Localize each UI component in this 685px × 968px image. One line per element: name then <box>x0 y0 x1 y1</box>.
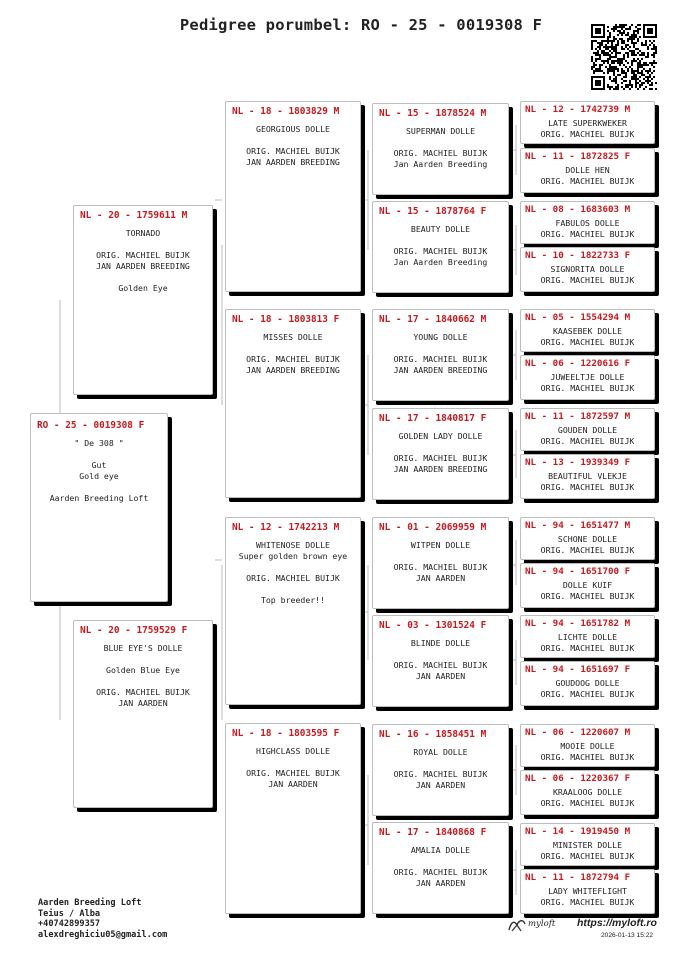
pigeon-details: DOLLE KUIF ORIG. MACHIEL BUIJK <box>540 580 635 601</box>
pigeon-details: FABULOS DOLLE ORIG. MACHIEL BUIJK <box>540 218 635 239</box>
pigeon-card-mother[interactable] <box>73 620 213 808</box>
ring-number: NL - 18 - 1803595 F <box>232 728 340 739</box>
pigeon-details: LATE SUPERKWEKER ORIG. MACHIEL BUIJK <box>540 118 635 139</box>
ring-number: NL - 10 - 1822733 F <box>525 250 631 261</box>
pigeon-details: GOUDEN DOLLE ORIG. MACHIEL BUIJK <box>540 425 635 446</box>
pigeon-card-gen5[interactable] <box>520 355 655 400</box>
pigeon-card-gen5[interactable] <box>520 724 655 767</box>
pigeon-details: YOUNG DOLLE ORIG. MACHIEL BUIJK JAN AARDEN BREEDING <box>393 332 488 375</box>
ring-number: NL - 15 - 1878524 M <box>379 108 487 119</box>
pigeon-card-gen4[interactable] <box>372 822 509 914</box>
loft-location: Teius / Alba <box>38 908 101 919</box>
pigeon-details: GEORGIOUS DOLLE ORIG. MACHIEL BUIJK JAN AARDEN BREEDING <box>246 124 340 167</box>
pigeon-card-gen5[interactable] <box>520 101 655 144</box>
pigeon-card-gen4[interactable] <box>372 517 509 609</box>
pigeon-card-gen5[interactable] <box>520 615 655 658</box>
pigeon-details: LICHTE DOLLE ORIG. MACHIEL BUIJK <box>540 632 635 653</box>
pigeon-card-gen4[interactable] <box>372 724 509 816</box>
pigeon-card-gen4[interactable] <box>372 615 509 707</box>
ring-number: NL - 01 - 2069959 M <box>379 522 487 533</box>
website-link[interactable]: https://myloft.ro <box>577 917 657 929</box>
ring-number: NL - 15 - 1878764 F <box>379 206 487 217</box>
qr-code-icon <box>591 24 657 90</box>
ring-number: NL - 17 - 1840662 M <box>379 314 487 325</box>
ring-number: NL - 18 - 1803813 F <box>232 314 340 325</box>
pigeon-card-gen5[interactable] <box>520 454 655 499</box>
pigeon-details: BLINDE DOLLE ORIG. MACHIEL BUIJK JAN AARDEN <box>393 638 488 681</box>
ring-number: NL - 13 - 1939349 F <box>525 457 631 468</box>
pigeon-card-gen5[interactable] <box>520 408 655 451</box>
pigeon-details: AMALIA DOLLE ORIG. MACHIEL BUIJK JAN AARDEN <box>393 845 488 888</box>
pigeon-details: " De 308 " Gut Gold eye Aarden Breeding Loft <box>49 438 149 503</box>
pigeon-card-gen5[interactable] <box>520 247 655 292</box>
ring-number: NL - 03 - 1301524 F <box>379 620 487 631</box>
logo-text: myloft <box>528 919 556 929</box>
ring-number: NL - 94 - 1651697 F <box>525 664 631 675</box>
ring-number: NL - 06 - 1220616 F <box>525 358 631 369</box>
pigeon-details: ROYAL DOLLE ORIG. MACHIEL BUIJK JAN AARDEN <box>393 747 488 790</box>
pigeon-card-gen4[interactable] <box>372 103 509 195</box>
pigeon-card-gen5[interactable] <box>520 148 655 193</box>
pigeon-details: HIGHCLASS DOLLE ORIG. MACHIEL BUIJK JAN AARDEN <box>246 746 340 789</box>
pigeon-details: DOLLE HEN ORIG. MACHIEL BUIJK <box>540 165 635 186</box>
ring-number: NL - 11 - 1872825 F <box>525 151 631 162</box>
pigeon-card-gen5[interactable] <box>520 770 655 815</box>
ring-number: NL - 14 - 1919450 M <box>525 826 631 837</box>
pigeon-card-gen3[interactable] <box>225 309 361 498</box>
pigeon-card-gen4[interactable] <box>372 309 509 401</box>
pigeon-details: MINISTER DOLLE ORIG. MACHIEL BUIJK <box>540 840 635 861</box>
pigeon-card-self[interactable] <box>30 413 168 602</box>
loft-contact <box>38 898 167 940</box>
ring-number: NL - 16 - 1858451 M <box>379 729 487 740</box>
pigeon-card-gen3[interactable] <box>225 101 361 292</box>
ring-number: NL - 94 - 1651782 M <box>525 618 631 629</box>
pigeon-card-gen5[interactable] <box>520 563 655 608</box>
pigeon-card-gen5[interactable] <box>520 869 655 914</box>
pigeon-details: BEAUTY DOLLE ORIG. MACHIEL BUIJK Jan Aarden Breeding <box>393 224 488 267</box>
pigeon-details: GOLDEN LADY DOLLE ORIG. MACHIEL BUIJK JAN AARDEN BREEDING <box>393 431 488 474</box>
pigeon-details: SCHONE DOLLE ORIG. MACHIEL BUIJK <box>540 534 635 555</box>
pigeon-card-gen3[interactable] <box>225 723 361 914</box>
pigeon-details: LADY WHITEFLIGHT ORIG. MACHIEL BUIJK <box>540 886 635 907</box>
pigeon-details: BLUE EYE'S DOLLE Golden Blue Eye ORIG. MACHIEL BUIJK JAN AARDEN <box>96 643 190 708</box>
ring-number: NL - 94 - 1651700 F <box>525 566 631 577</box>
pigeon-card-gen5[interactable] <box>520 517 655 560</box>
pigeon-details: SUPERMAN DOLLE ORIG. MACHIEL BUIJK Jan Aarden Breeding <box>393 126 488 169</box>
pigeon-details: WITPEN DOLLE ORIG. MACHIEL BUIJK JAN AARDEN <box>393 540 488 583</box>
ring-number: NL - 12 - 1742213 M <box>232 522 340 533</box>
ring-number: NL - 11 - 1872597 M <box>525 411 631 422</box>
timestamp: 2026-01-13 15:22 <box>601 932 654 939</box>
pigeon-details: TORNADO ORIG. MACHIEL BUIJK JAN AARDEN BREEDING Golden Eye <box>96 228 190 293</box>
loft-name: Aarden Breeding Loft <box>38 898 142 908</box>
ring-number: NL - 20 - 1759611 M <box>80 210 188 221</box>
ring-number: NL - 94 - 1651477 M <box>525 520 631 531</box>
ring-number: NL - 05 - 1554294 M <box>525 312 631 323</box>
pigeon-card-gen5[interactable] <box>520 309 655 352</box>
ring-number: NL - 11 - 1872794 F <box>525 872 631 883</box>
ring-number: NL - 18 - 1803829 M <box>232 106 340 117</box>
pigeon-details: MISSES DOLLE ORIG. MACHIEL BUIJK JAN AARDEN BREEDING <box>246 332 340 375</box>
pigeon-card-gen5[interactable] <box>520 823 655 866</box>
pigeon-card-gen5[interactable] <box>520 661 655 706</box>
ring-number: NL - 20 - 1759529 F <box>80 625 188 636</box>
ring-number: NL - 06 - 1220367 F <box>525 773 631 784</box>
ring-number: RO - 25 - 0019308 F <box>37 420 145 431</box>
ring-number: NL - 17 - 1840817 F <box>379 413 487 424</box>
pigeon-card-gen4[interactable] <box>372 201 509 293</box>
pigeon-details: MOOIE DOLLE ORIG. MACHIEL BUIJK <box>540 741 635 762</box>
pigeon-card-gen4[interactable] <box>372 408 509 500</box>
loft-phone: +40742899357 <box>38 919 101 929</box>
pigeon-details: GOUDOOG DOLLE ORIG. MACHIEL BUIJK <box>540 678 635 699</box>
pigeon-details: KAASEBEK DOLLE ORIG. MACHIEL BUIJK <box>540 326 635 347</box>
pigeon-card-gen5[interactable] <box>520 201 655 244</box>
pigeon-details: JUWEELTJE DOLLE ORIG. MACHIEL BUIJK <box>540 372 635 393</box>
pigeon-card-gen3[interactable] <box>225 517 361 705</box>
ring-number: NL - 06 - 1220607 M <box>525 727 631 738</box>
myloft-logo-icon <box>506 916 528 934</box>
pigeon-details: WHITENOSE DOLLE Super golden brown eye ORIG. MACHIEL BUIJK Top breeder!! <box>238 540 348 605</box>
ring-number: NL - 12 - 1742739 M <box>525 104 631 115</box>
ring-number: NL - 17 - 1840868 F <box>379 827 487 838</box>
pigeon-card-father[interactable] <box>73 205 213 395</box>
ring-number: NL - 08 - 1683603 M <box>525 204 631 215</box>
page-title: Pedigree porumbel: RO - 25 - 0019308 F <box>179 16 543 34</box>
pigeon-details: SIGNORITA DOLLE ORIG. MACHIEL BUIJK <box>540 264 635 285</box>
pigeon-details: BEAUTIFUL VLEKJE ORIG. MACHIEL BUIJK <box>540 471 635 492</box>
loft-email[interactable]: alexdreghiciu05@gmail.com <box>38 929 168 940</box>
pigeon-details: KRAALOOG DOLLE ORIG. MACHIEL BUIJK <box>540 787 635 808</box>
